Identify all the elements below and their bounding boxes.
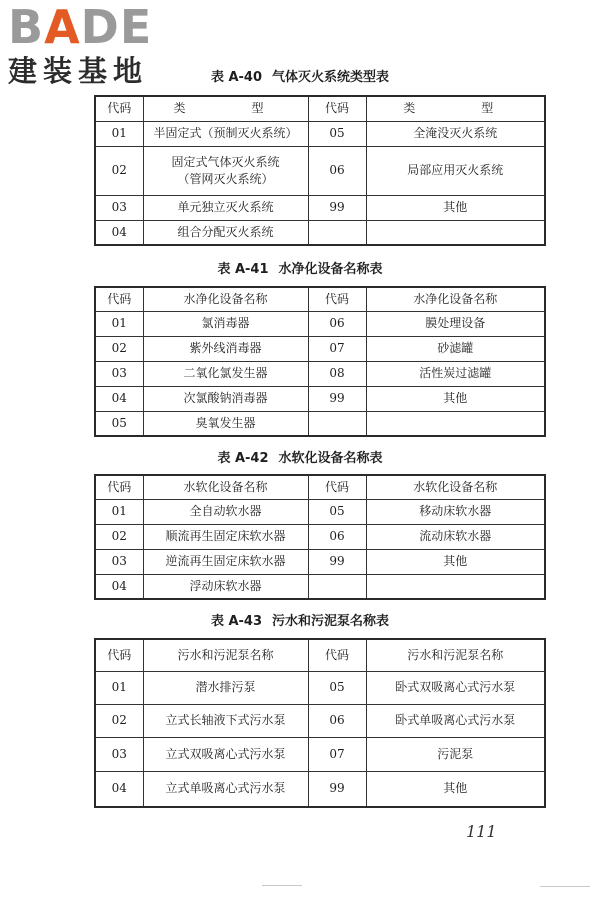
- cell-name: 立式双吸离心式污水泵: [143, 737, 308, 771]
- cell-name: [366, 411, 545, 436]
- cell-code: 05: [308, 671, 366, 704]
- cell-name: 卧式单吸离心式污水泵: [366, 704, 545, 737]
- table-row: [95, 704, 545, 737]
- cell-code: 99: [308, 195, 366, 220]
- table-row: [95, 411, 545, 436]
- table-header-row: [95, 639, 545, 671]
- cell-name: 氯消毒器: [143, 311, 308, 336]
- scan-artifact: [540, 886, 590, 887]
- cell-code: 04: [95, 220, 143, 245]
- cell-name: 二氧化氯发生器: [143, 361, 308, 386]
- table-title-a40: [0, 69, 600, 87]
- cell-name: [366, 574, 545, 599]
- cell-name: 次氯酸钠消毒器: [143, 386, 308, 411]
- cell-code: 03: [95, 549, 143, 574]
- logo-accent-letter: A: [44, 0, 81, 54]
- cell-code: 01: [95, 499, 143, 524]
- table-caption: 气体灭火系统类型表: [272, 70, 390, 85]
- cell-name: 移动床软水器: [366, 499, 545, 524]
- header-type: 类 型: [143, 96, 308, 121]
- header-code: 代码: [308, 287, 366, 311]
- cell-name: 局部应用灭火系统: [366, 146, 545, 195]
- cell-name-line1: 固定式气体灭火系统: [171, 154, 280, 169]
- header-code: 代码: [308, 96, 366, 121]
- table-row: [95, 499, 545, 524]
- header-code: 代码: [95, 96, 143, 121]
- cell-code: 07: [308, 737, 366, 771]
- header-device-name: 水软化设备名称: [366, 475, 545, 499]
- table-row: [95, 311, 545, 336]
- cell-code: 03: [95, 195, 143, 220]
- table-row: [95, 386, 545, 411]
- header-pump-name: 污水和污泥泵名称: [366, 639, 545, 671]
- table-row: [95, 195, 545, 220]
- table-caption: 水软化设备名称表: [278, 451, 383, 466]
- table-number: 表 A-40: [210, 70, 263, 85]
- cell-code: 01: [95, 671, 143, 704]
- cell-code: 04: [95, 771, 143, 807]
- header-device-name: 水软化设备名称: [143, 475, 308, 499]
- table-title-a43: [0, 613, 600, 631]
- cell-name: 立式单吸离心式污水泵: [143, 771, 308, 807]
- cell-name: [143, 146, 308, 195]
- table-row: [95, 524, 545, 549]
- cell-name: 膜处理设备: [366, 311, 545, 336]
- header-code: 代码: [95, 639, 143, 671]
- cell-name: 立式长轴液下式污水泵: [143, 704, 308, 737]
- cell-name: 污泥泵: [366, 737, 545, 771]
- cell-name: 浮动床软水器: [143, 574, 308, 599]
- header-code: 代码: [308, 639, 366, 671]
- cell-name: 其他: [366, 386, 545, 411]
- cell-name: [366, 220, 545, 245]
- table-row: [95, 146, 545, 195]
- cell-name: 顺流再生固定床软水器: [143, 524, 308, 549]
- cell-name: 逆流再生固定床软水器: [143, 549, 308, 574]
- logo-wordmark: BADE: [8, 0, 153, 54]
- cell-code: 05: [308, 121, 366, 146]
- cell-code: 01: [95, 311, 143, 336]
- cell-code: [308, 411, 366, 436]
- cell-code: 05: [308, 499, 366, 524]
- cell-code: 03: [95, 361, 143, 386]
- cell-name: 全自动软水器: [143, 499, 308, 524]
- cell-code: 06: [308, 146, 366, 195]
- cell-code: 01: [95, 121, 143, 146]
- table-title-a42: [0, 450, 600, 468]
- header-device-name: 水净化设备名称: [143, 287, 308, 311]
- cell-code: 99: [308, 386, 366, 411]
- logo-chinese-text: 建装基地: [8, 54, 149, 88]
- header-code: 代码: [95, 287, 143, 311]
- cell-name: 臭氧发生器: [143, 411, 308, 436]
- header-code: 代码: [95, 475, 143, 499]
- table-a41: [94, 286, 546, 437]
- table-row: [95, 336, 545, 361]
- cell-code: [308, 220, 366, 245]
- cell-code: 99: [308, 771, 366, 807]
- cell-name: 卧式双吸离心式污水泵: [366, 671, 545, 704]
- table-row: [95, 220, 545, 245]
- table-header-row: [95, 96, 545, 121]
- table-header-row: [95, 475, 545, 499]
- table-number: 表 A-43: [210, 614, 263, 629]
- table-a43: [94, 638, 546, 808]
- table-number: 表 A-42: [217, 451, 269, 466]
- cell-code: 99: [308, 549, 366, 574]
- table-row: [95, 121, 545, 146]
- header-device-name: 水净化设备名称: [366, 287, 545, 311]
- table-row: [95, 671, 545, 704]
- cell-code: 03: [95, 737, 143, 771]
- table-a42: [94, 474, 546, 600]
- table-row: [95, 574, 545, 599]
- cell-code: 06: [308, 311, 366, 336]
- cell-code: 04: [95, 386, 143, 411]
- table-number: 表 A-41: [217, 262, 269, 277]
- header-code: 代码: [308, 475, 366, 499]
- table-title-a41: [0, 261, 600, 279]
- cell-code: 02: [95, 336, 143, 361]
- header-type: 类 型: [366, 96, 545, 121]
- cell-name-line2: （管网灭火系统）: [177, 171, 274, 186]
- table-row: [95, 549, 545, 574]
- table-row: [95, 771, 545, 807]
- cell-name: 活性炭过滤罐: [366, 361, 545, 386]
- cell-code: 08: [308, 361, 366, 386]
- cell-name: 流动床软水器: [366, 524, 545, 549]
- cell-name: 其他: [366, 771, 545, 807]
- table-row: [95, 361, 545, 386]
- cell-name: 全淹没灭火系统: [366, 121, 545, 146]
- cell-code: 02: [95, 146, 143, 195]
- cell-code: [308, 574, 366, 599]
- table-caption: 水净化设备名称表: [278, 262, 383, 277]
- cell-name: 砂滤罐: [366, 336, 545, 361]
- cell-code: 05: [95, 411, 143, 436]
- header-pump-name: 污水和污泥泵名称: [143, 639, 308, 671]
- table-header-row: [95, 287, 545, 311]
- cell-code: 02: [95, 524, 143, 549]
- cell-name: 单元独立灭火系统: [143, 195, 308, 220]
- page-number: 111: [466, 822, 497, 841]
- cell-code: 02: [95, 704, 143, 737]
- table-row: [95, 737, 545, 771]
- cell-name: 紫外线消毒器: [143, 336, 308, 361]
- cell-name: 组合分配灭火系统: [143, 220, 308, 245]
- scan-artifact: [262, 885, 302, 886]
- cell-name: 其他: [366, 195, 545, 220]
- cell-name: 其他: [366, 549, 545, 574]
- cell-code: 06: [308, 524, 366, 549]
- cell-code: 04: [95, 574, 143, 599]
- cell-name: 潜水排污泵: [143, 671, 308, 704]
- cell-code: 06: [308, 704, 366, 737]
- table-a40: [94, 95, 546, 246]
- cell-code: 07: [308, 336, 366, 361]
- table-caption: 污水和污泥泵名称表: [272, 614, 390, 629]
- cell-name: 半固定式（预制灭火系统）: [143, 121, 308, 146]
